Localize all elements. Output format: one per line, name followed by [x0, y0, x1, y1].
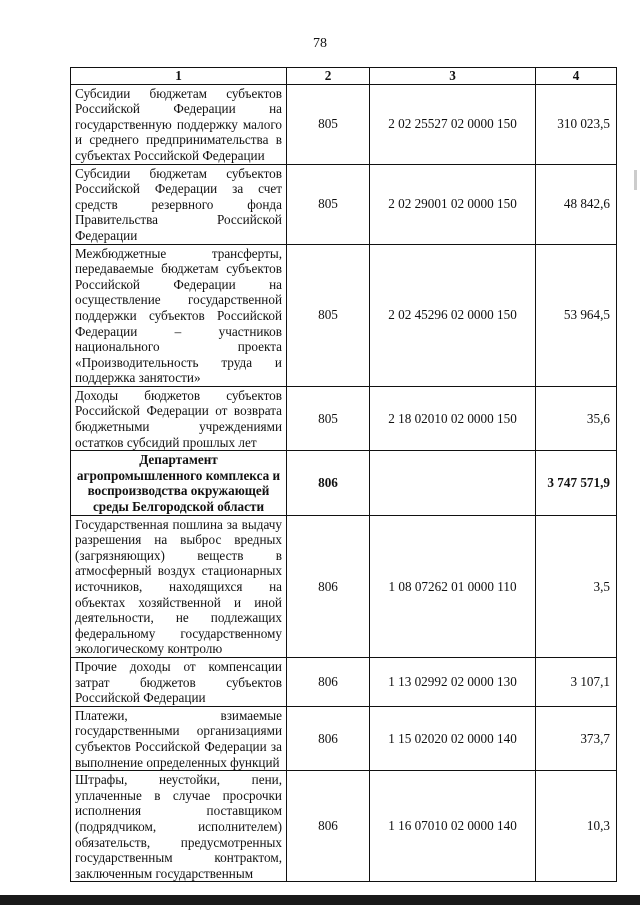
row-code-cell: 805	[287, 244, 370, 386]
row-amount-cell: 10,3	[536, 771, 617, 882]
row-kbk-cell: 2 18 02010 02 0000 150	[370, 386, 536, 450]
row-kbk-cell: 2 02 25527 02 0000 150	[370, 84, 536, 164]
header-col-3: 3	[370, 68, 536, 85]
table-row	[71, 515, 617, 657]
revenue-table-container	[70, 67, 616, 882]
row-amount-cell: 35,6	[536, 386, 617, 450]
row-kbk-cell: 2 02 29001 02 0000 150	[370, 164, 536, 244]
row-amount-cell: 310 023,5	[536, 84, 617, 164]
row-kbk-cell: 2 02 45296 02 0000 150	[370, 244, 536, 386]
row-amount-cell: 3 747 571,9	[536, 451, 617, 515]
row-name-cell: Департамент агропромышленного комплекса и воспроизводства окружающей среды Белгородской области	[71, 451, 287, 515]
row-amount-cell: 3 107,1	[536, 657, 617, 706]
row-name-cell: Штрафы, неустойки, пени, уплаченные в случае просрочки исполнения поставщиком (подрядчиком, исполнителем) обязательств, предусмотренных государственным контрактом, заключенным государственным	[71, 771, 287, 882]
scan-bottom-edge	[0, 895, 640, 905]
row-code-cell: 806	[287, 771, 370, 882]
row-kbk-cell: 1 15 02020 02 0000 140	[370, 706, 536, 770]
header-col-2: 2	[287, 68, 370, 85]
row-kbk-cell	[370, 451, 536, 515]
row-kbk-cell: 1 16 07010 02 0000 140	[370, 771, 536, 882]
table-header-row	[71, 68, 617, 85]
row-kbk-cell: 1 08 07262 01 0000 110	[370, 515, 536, 657]
row-kbk-cell: 1 13 02992 02 0000 130	[370, 657, 536, 706]
row-code-cell: 805	[287, 164, 370, 244]
row-code-cell: 805	[287, 84, 370, 164]
row-name-cell: Платежи, взимаемые государственными организациями субъектов Российской Федерации за выполнение определенных функций	[71, 706, 287, 770]
table-row	[71, 164, 617, 244]
table-row	[71, 771, 617, 882]
row-code-cell: 806	[287, 515, 370, 657]
row-amount-cell: 3,5	[536, 515, 617, 657]
row-name-cell: Доходы бюджетов субъектов Российской Федерации от возврата бюджетными учреждениями остатков субсидий прошлых лет	[71, 386, 287, 450]
row-name-cell: Субсидии бюджетам субъектов Российской Федерации за счет средств резервного фонда Правительства Российской Федерации	[71, 164, 287, 244]
row-amount-cell: 48 842,6	[536, 164, 617, 244]
row-name-cell: Прочие доходы от компенсации затрат бюджетов субъектов Российской Федерации	[71, 657, 287, 706]
header-col-1: 1	[71, 68, 287, 85]
table-row	[71, 451, 617, 515]
scan-edge-mark	[634, 170, 637, 190]
row-code-cell: 806	[287, 706, 370, 770]
page-number: 78	[313, 36, 327, 51]
table-row	[71, 706, 617, 770]
row-code-cell: 806	[287, 451, 370, 515]
table-row	[71, 386, 617, 450]
table-row	[71, 244, 617, 386]
revenue-table	[70, 67, 617, 882]
row-name-cell: Субсидии бюджетам субъектов Российской Федерации на государственную поддержку малого и среднего предпринимательства в субъектах Российской Федерации	[71, 84, 287, 164]
row-amount-cell: 373,7	[536, 706, 617, 770]
row-name-cell: Межбюджетные трансферты, передаваемые бюджетам субъектов Российской Федерации на осуществление государственной поддержки субъектов Российской Федерации – участников национального проекта «Производительность труда и поддержка занятости»	[71, 244, 287, 386]
table-body	[71, 84, 617, 882]
row-amount-cell: 53 964,5	[536, 244, 617, 386]
row-code-cell: 805	[287, 386, 370, 450]
header-col-4: 4	[536, 68, 617, 85]
row-name-cell: Государственная пошлина за выдачу разрешения на выброс вредных (загрязняющих) веществ в атмосферный воздух стационарных источников, находящихся на объектах хозяйственной и иной деятельности, не подлежащих федеральному государственному экологическому контролю	[71, 515, 287, 657]
table-row	[71, 657, 617, 706]
row-code-cell: 806	[287, 657, 370, 706]
table-row	[71, 84, 617, 164]
